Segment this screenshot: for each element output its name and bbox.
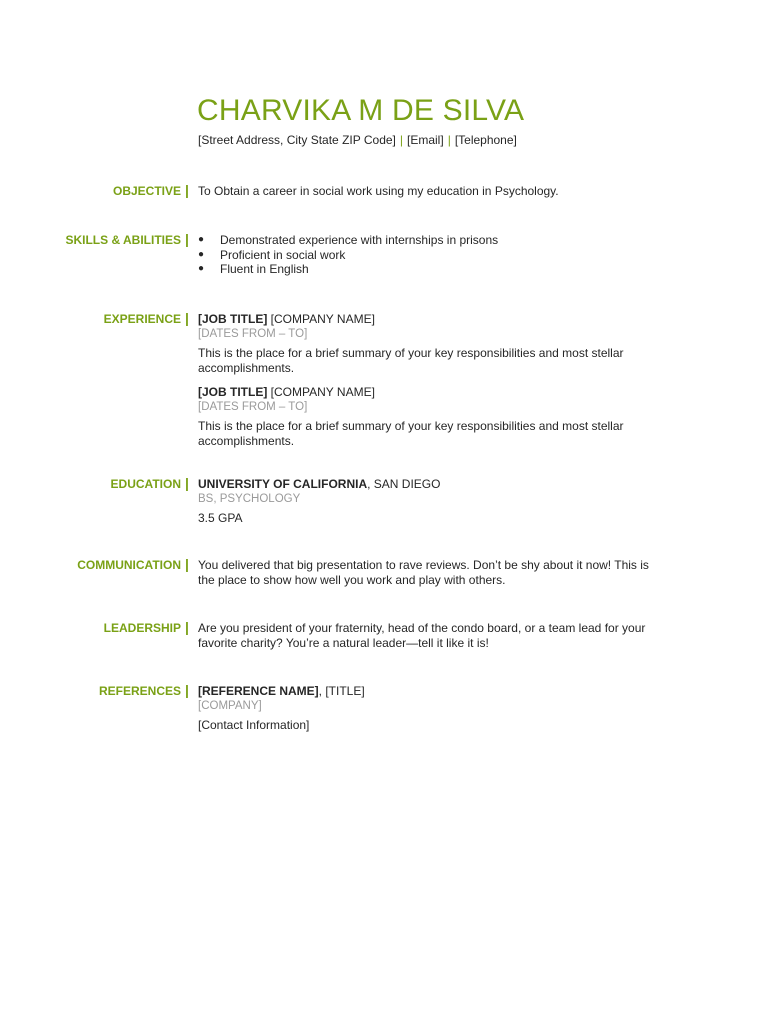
job-dates: [DATES FROM – TO] xyxy=(198,327,308,340)
section-divider: | xyxy=(185,475,189,491)
list-item: ● Proficient in social work xyxy=(198,247,346,262)
references-content xyxy=(198,684,658,733)
reference-company: [COMPANY] xyxy=(198,699,262,712)
education-content xyxy=(198,477,658,526)
section-divider: | xyxy=(185,231,189,247)
company-name: [COMPANY NAME] xyxy=(267,385,375,399)
bullet-icon: ● xyxy=(198,234,205,245)
contact-line xyxy=(198,133,517,147)
job-title: [JOB TITLE] xyxy=(198,385,268,399)
job-summary: This is the place for a brief summary of your key responsibilities and most stellar accomplishments. xyxy=(198,419,624,448)
reference-contact: [Contact Information] xyxy=(198,718,310,732)
experience-content xyxy=(198,312,658,448)
leadership-text: Are you president of your fraternity, head of the condo board, or a team lead for your favorite charity? You’re a natural leader—tell it like it is! xyxy=(198,621,646,650)
section-label: EXPERIENCE xyxy=(103,312,181,326)
section-divider: | xyxy=(185,619,189,635)
separator: | xyxy=(447,133,451,147)
school-name: UNIVERSITY OF CALIFORNIA xyxy=(198,477,368,491)
section-label: OBJECTIVE xyxy=(112,184,181,198)
job-entry xyxy=(198,312,658,375)
job-dates: [DATES FROM – TO] xyxy=(198,400,308,413)
list-item: ● Fluent in English xyxy=(198,262,309,277)
list-item: ● Demonstrated experience with internships in prisons xyxy=(198,233,499,247)
communication-text: You delivered that big presentation to rave reviews. Don’t be shy about it now! This is the place to show how well you work and play with others. xyxy=(198,558,649,587)
school-location: , SAN DIEGO xyxy=(367,477,441,491)
section-divider: | xyxy=(185,556,189,572)
telephone: [Telephone] xyxy=(454,133,517,147)
section-label: LEADERSHIP xyxy=(103,621,181,635)
skills-list-container xyxy=(198,233,658,277)
job-title: [JOB TITLE] xyxy=(198,312,268,326)
resume-name: CHARVIKA M DE SILVA xyxy=(197,94,525,127)
degree: BS, PSYCHOLOGY xyxy=(198,492,301,505)
section-label: REFERENCES xyxy=(98,684,181,698)
gpa: 3.5 GPA xyxy=(198,511,243,525)
address: [Street Address, City State ZIP Code] xyxy=(198,133,396,147)
section-label: SKILLS & ABILITIES xyxy=(65,233,181,247)
section-divider: | xyxy=(185,182,189,198)
bullet-icon: ● xyxy=(198,248,205,260)
section-label: COMMUNICATION xyxy=(77,558,181,572)
email: [Email] xyxy=(407,133,444,147)
job-summary: This is the place for a brief summary of your key responsibilities and most stellar accomplishments. xyxy=(198,346,624,375)
job-entry xyxy=(198,385,658,448)
section-divider: | xyxy=(185,682,189,698)
skills-list xyxy=(198,233,658,277)
section-divider: | xyxy=(185,310,189,326)
section-label: EDUCATION xyxy=(110,477,181,491)
reference-name: [REFERENCE NAME] xyxy=(198,684,319,698)
reference-title: , [TITLE] xyxy=(318,684,365,698)
bullet-icon: ● xyxy=(198,263,205,275)
company-name: [COMPANY NAME] xyxy=(267,312,375,326)
separator: | xyxy=(399,133,403,147)
objective-text: To Obtain a career in social work using my education in Psychology. xyxy=(198,184,559,198)
